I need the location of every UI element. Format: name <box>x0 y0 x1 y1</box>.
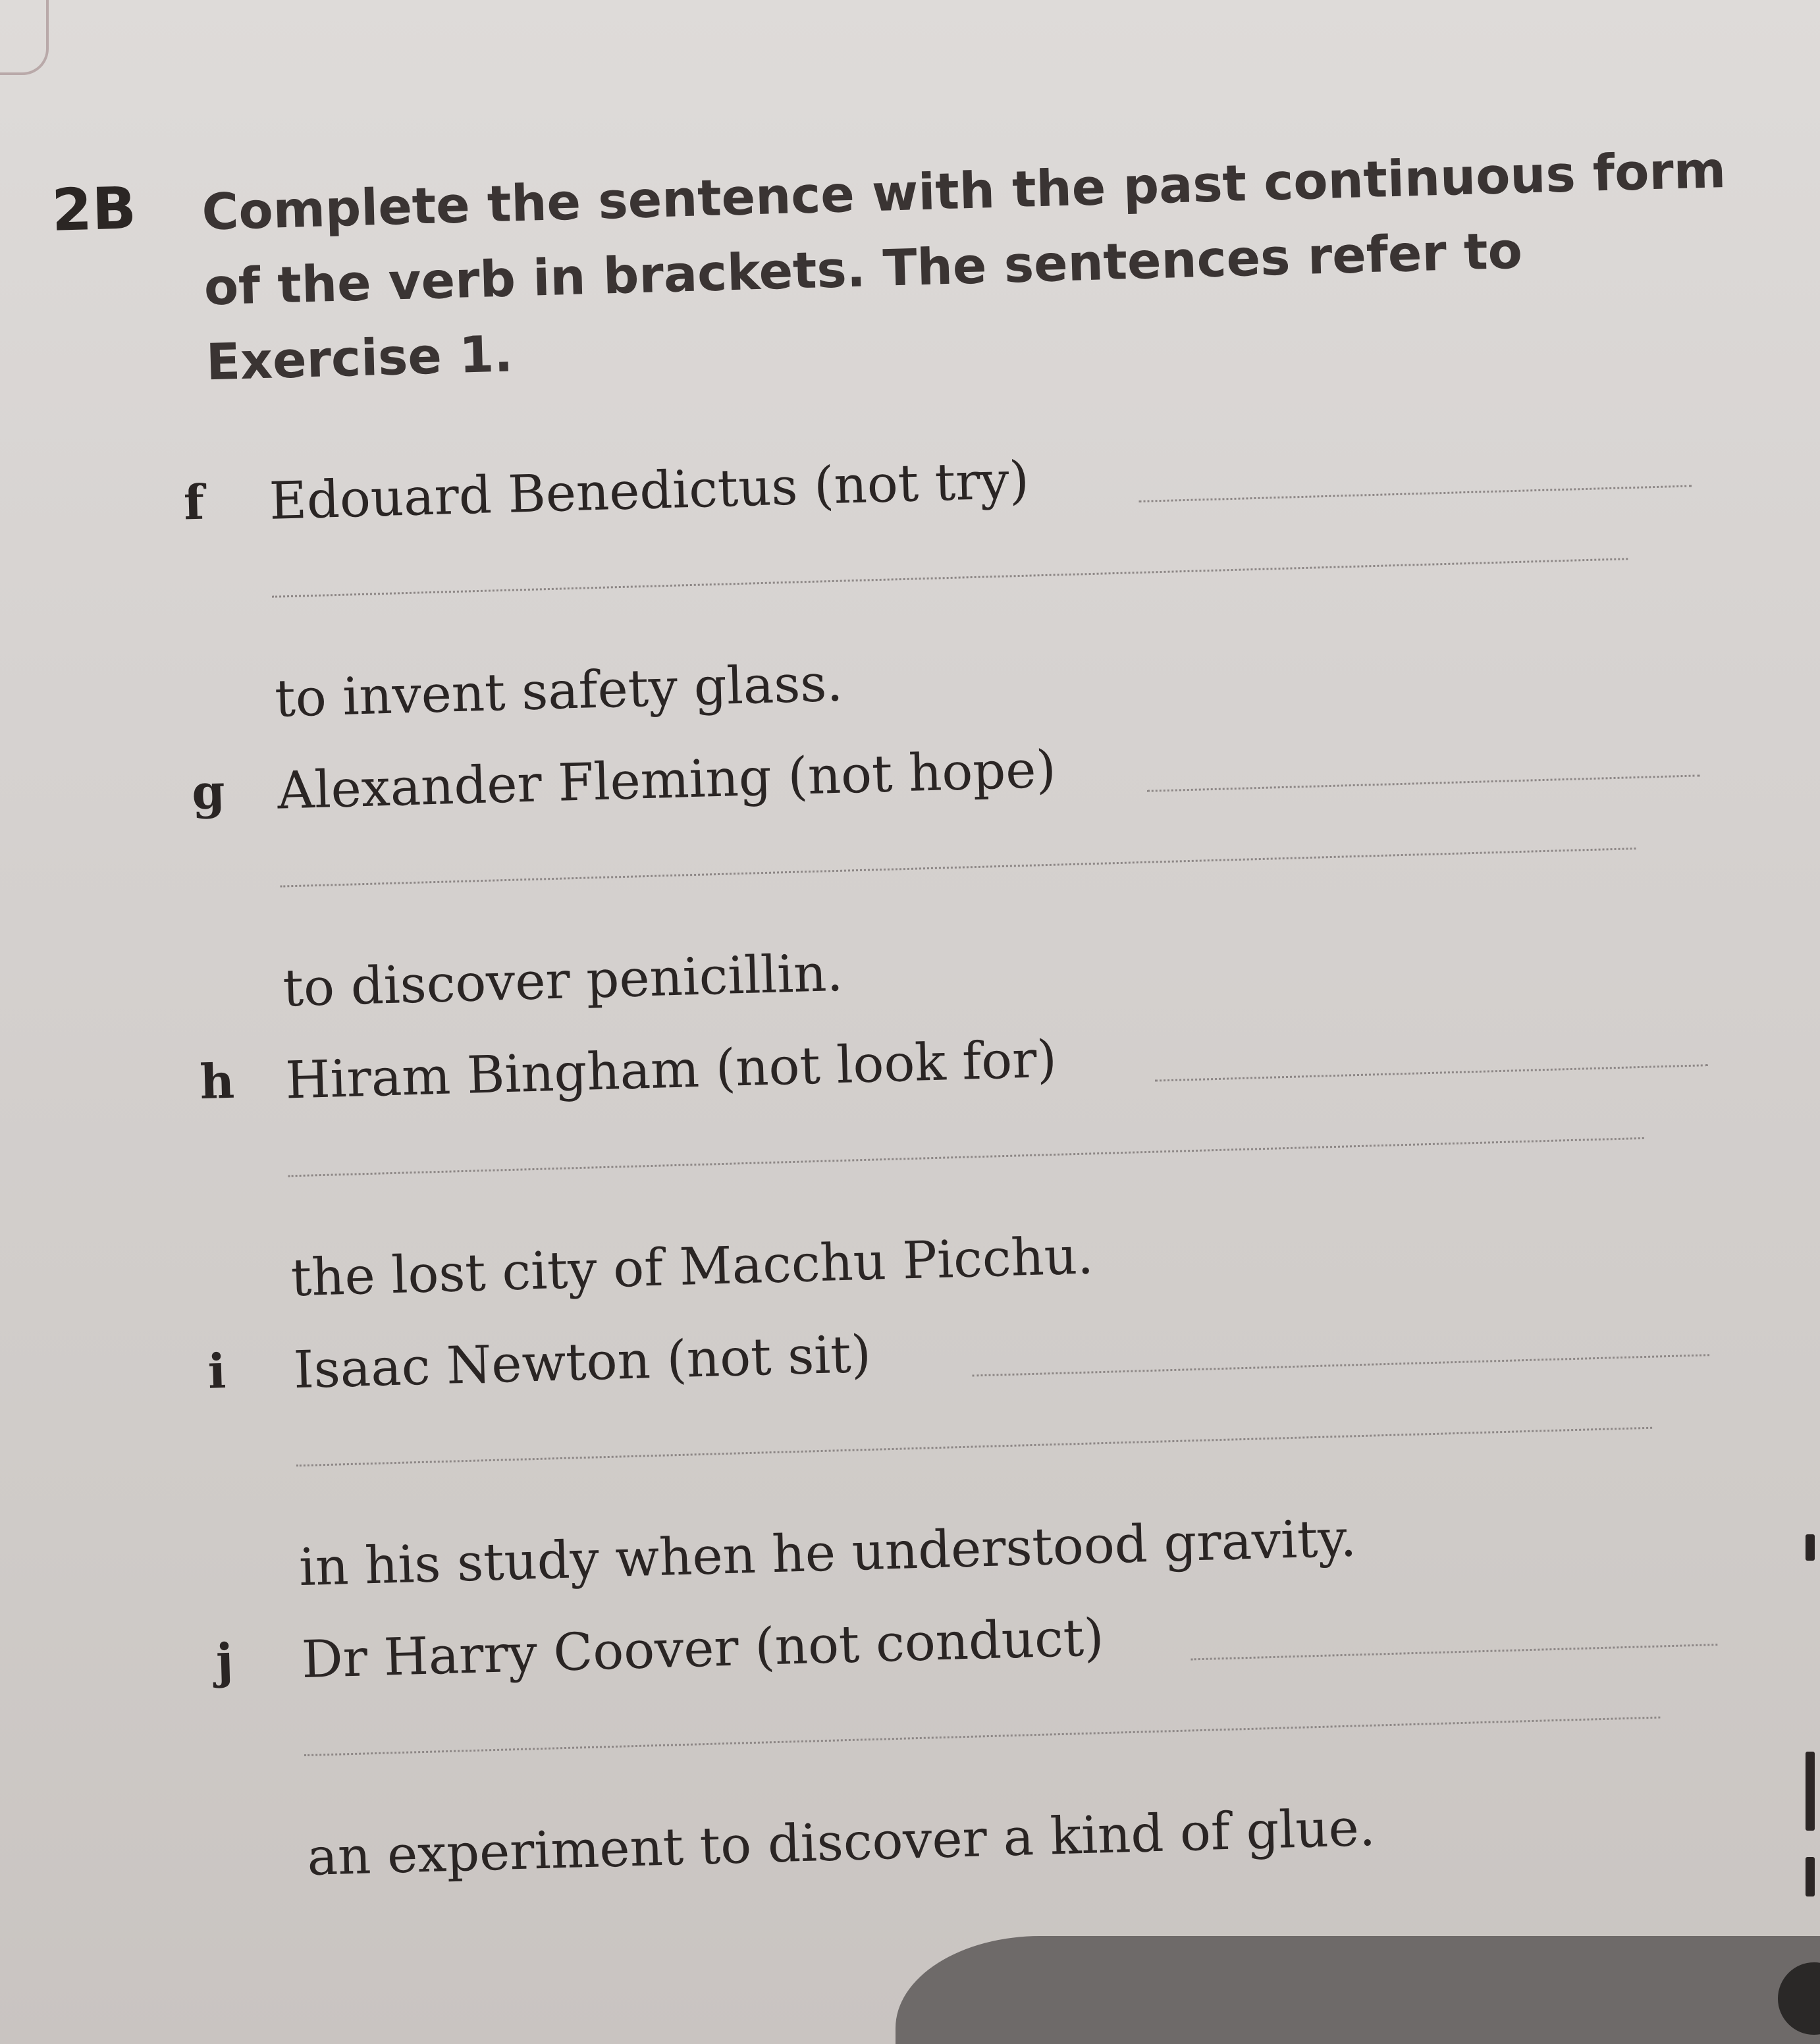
answer-blank-inline[interactable] <box>972 1354 1709 1376</box>
exercise-item-i <box>207 1301 1729 1633</box>
item-letter: j <box>215 1632 234 1689</box>
item-letter: i <box>207 1343 227 1399</box>
item-ending: an experiment to discover a kind of glue. <box>306 1798 1376 1888</box>
item-letter: g <box>191 763 226 820</box>
exercise-item-j <box>215 1591 1737 1923</box>
item-ending: to discover penicillin. <box>282 943 844 1019</box>
answer-blank-line[interactable] <box>304 1717 1660 1757</box>
edge-mark <box>1806 1534 1815 1561</box>
edge-mark <box>1806 1857 1815 1896</box>
exercise-item-g <box>191 722 1713 1054</box>
answer-blank-inline[interactable] <box>1191 1644 1718 1660</box>
exercise-instruction: Complete the sentence with the past continuous form of the verb in brackets. The sentences refer to Exercise 1. <box>201 140 1727 392</box>
shadow-shape <box>896 1936 1820 2044</box>
answer-blank-line[interactable] <box>280 847 1636 888</box>
answer-blank-inline[interactable] <box>1155 1064 1708 1081</box>
item-letter: h <box>199 1052 236 1110</box>
exercise-item-f <box>183 432 1705 764</box>
answer-blank-line[interactable] <box>296 1427 1652 1467</box>
item-ending: to invent safety glass. <box>274 653 844 729</box>
item-prompt: Dr Harry Coover (not conduct) <box>300 1608 1105 1690</box>
item-ending: in his study when he understood gravity. <box>298 1509 1358 1598</box>
edge-mark <box>1806 1752 1815 1831</box>
item-prompt: Hiram Bingham (not look for) <box>284 1029 1058 1111</box>
item-prompt: Alexander Fleming (not hope) <box>277 740 1057 821</box>
item-letter: f <box>182 473 205 531</box>
answer-blank-inline[interactable] <box>1147 774 1700 792</box>
item-prompt: Isaac Newton (not sit) <box>292 1324 872 1401</box>
answer-blank-line[interactable] <box>272 558 1628 598</box>
item-ending: the lost city of Macchu Picchu. <box>290 1226 1094 1308</box>
exercise-item-h <box>199 1011 1721 1343</box>
item-prompt: Edouard Benedictus (not try) <box>268 450 1030 531</box>
answer-blank-inline[interactable] <box>1138 485 1692 502</box>
answer-blank-line[interactable] <box>288 1137 1644 1177</box>
exercise-number: 2B <box>51 174 138 244</box>
